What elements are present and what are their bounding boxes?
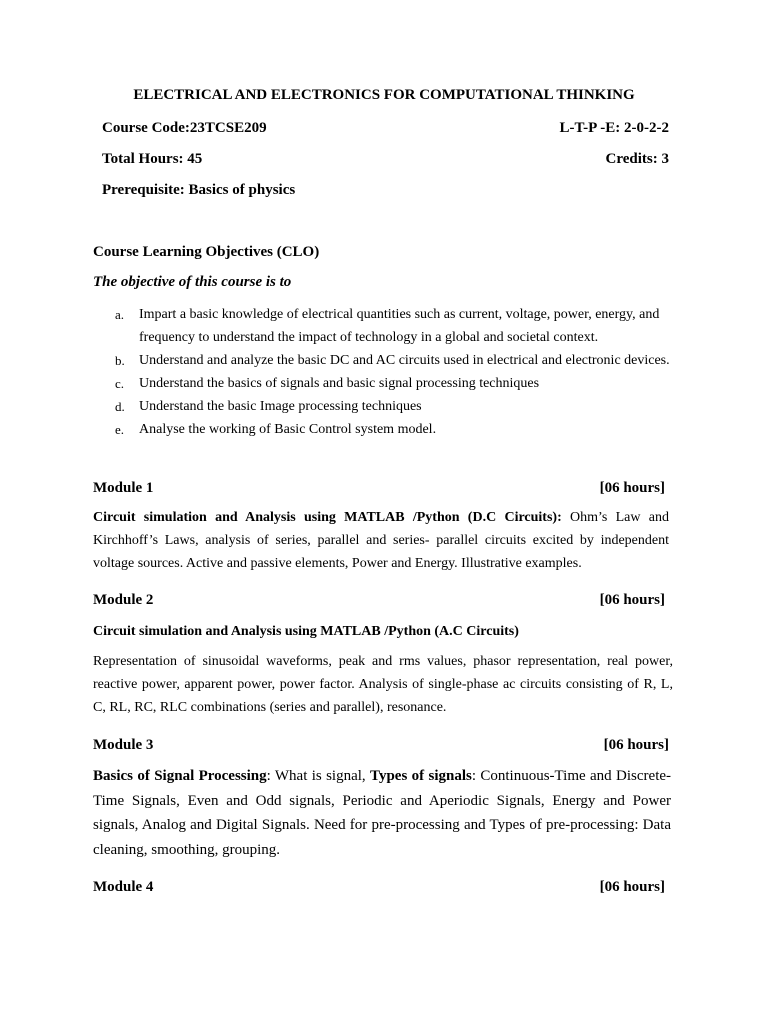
credits: Credits: 3 [605,151,669,167]
course-code: Course Code:23TCSE209 [102,120,267,136]
module-1-content [93,506,669,575]
document-title: ELECTRICAL AND ELECTRONICS FOR COMPUTATIONAL THINKING [133,87,635,103]
objectives-list [115,303,674,441]
list-item [115,349,674,372]
total-hours: Total Hours: 45 [102,151,203,167]
module-3-text-1: : What is signal, [266,768,371,784]
module-3-content [93,764,671,862]
list-item-text: Analyse the working of Basic Control system model. [139,422,437,437]
list-item [115,395,674,418]
list-marker: a. [115,307,125,322]
module-4-label: Module 4 [93,879,154,895]
module-3-hours: [06 hours] [603,737,669,753]
module-2-label: Module 2 [93,592,154,608]
ltpe: L-T-P -E: 2-0-2-2 [559,120,669,136]
list-item-text: Understand and analyze the basic DC and AC circuits used in electrical and electronic devices. [139,353,670,368]
list-marker: c. [115,376,125,391]
module-1-hours: [06 hours] [599,480,665,496]
module-3-body: : Continuous-Time and Discrete-Time Signals, Even and Odd signals, Periodic and Aperiodic Signals, Energy and Power signals, Analog and Digital Signals. Need for pre-processing and Types of pre-processing: Data cleaning, smoothing, grouping. [93,768,672,858]
module-1-body: Ohm’s Law and Kirchhoff’s Laws, analysis of series, parallel and series- parallel circuits excited by independent voltage sources. Active and passive elements, Power and Energy. Illustrative examples. [93,510,669,571]
prerequisite: Prerequisite: Basics of physics [102,182,296,198]
list-item [115,372,674,395]
list-marker: b. [115,353,125,368]
module-4-hours: [06 hours] [599,879,665,895]
list-item-text: Understand the basic Image processing techniques [139,399,422,414]
module-1-topic: Circuit simulation and Analysis using MATLAB /Python (D.C Circuits): [93,510,562,525]
list-item [115,303,674,349]
module-2-body: Representation of sinusoidal waveforms, peak and rms values, phasor representation, real power, reactive power, apparent power, power factor. Analysis of single-phase ac circuits consisting of R, L, C, RL, RC, RLC combinations (series and parallel), resonance. [93,654,673,715]
list-marker: d. [115,399,125,414]
list-marker: e. [115,422,125,437]
module-2-topic: Circuit simulation and Analysis using MATLAB /Python (A.C Circuits) [93,624,519,639]
clo-intro: The objective of this course is to [93,274,292,290]
module-3-topic: Basics of Signal Processing [93,768,267,784]
clo-heading: Course Learning Objectives (CLO) [93,244,320,260]
module-3-label: Module 3 [93,737,154,753]
module-1-label: Module 1 [93,480,154,496]
list-item-text: Impart a basic knowledge of electrical quantities such as current, voltage, power, energy, and frequency to understand the impact of technology in a global and societal context. [139,307,660,345]
list-item-text: Understand the basics of signals and basic signal processing techniques [139,376,540,391]
list-item [115,418,674,441]
module-2-hours: [06 hours] [599,592,665,608]
module-3-subtopic: Types of signals [370,768,472,784]
